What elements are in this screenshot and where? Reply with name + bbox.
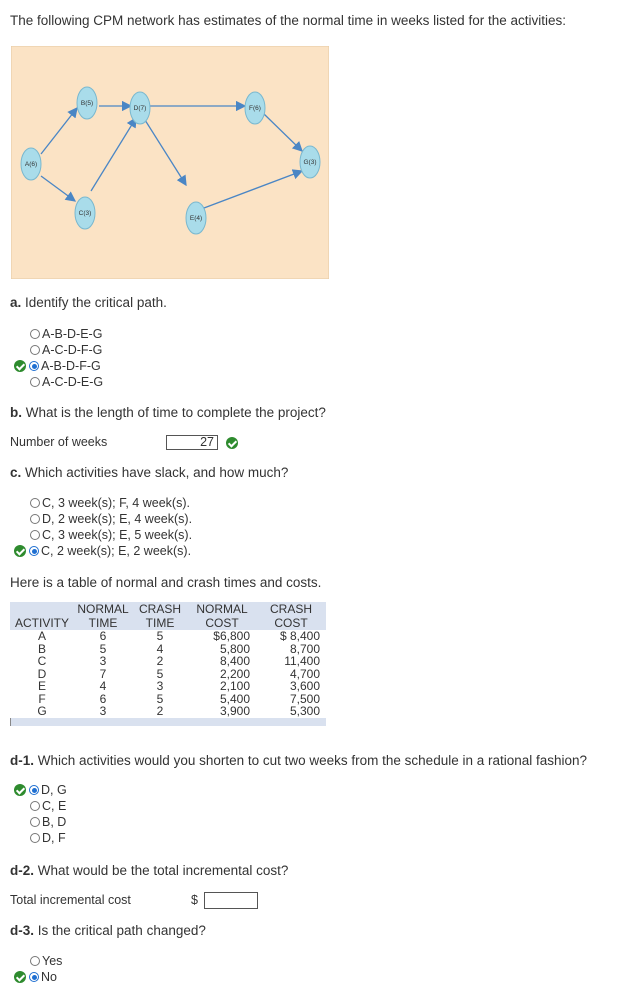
option-c-1[interactable]: D, 2 week(s); E, 4 week(s). xyxy=(14,511,192,527)
radio-button[interactable] xyxy=(30,817,40,827)
total-cost-input[interactable] xyxy=(204,892,258,909)
option-d3-no[interactable]: No xyxy=(14,969,62,985)
option-a-0[interactable]: A-B-D-E-G xyxy=(14,326,103,342)
radio-button[interactable] xyxy=(30,329,40,339)
table-header: NORMAL xyxy=(77,602,129,616)
option-d1-2[interactable]: B, D xyxy=(14,814,67,830)
table-row: C 3 2 8,400 11,400 xyxy=(37,654,320,668)
table-header: TIME xyxy=(88,616,118,630)
node-d-label: D(7) xyxy=(133,105,147,112)
radio-button[interactable] xyxy=(30,345,40,355)
radio-button[interactable] xyxy=(30,530,40,540)
question-d3-title: d-3. Is the critical path changed? xyxy=(10,923,206,938)
table-header: ACTIVITY xyxy=(14,616,69,630)
table-intro: Here is a table of normal and crash times and costs. xyxy=(10,575,322,590)
radio-button-selected[interactable] xyxy=(29,785,39,795)
table-header: COST xyxy=(205,616,239,630)
intro-text: The following CPM network has estimates of the normal time in weeks listed for the activities: xyxy=(10,13,566,28)
currency-symbol: $ xyxy=(191,893,198,907)
table-header: NORMAL xyxy=(196,602,248,616)
node-e-label: E(4) xyxy=(189,215,203,222)
radio-button-selected[interactable] xyxy=(29,972,39,982)
option-a-3[interactable]: A-C-D-E-G xyxy=(14,374,103,390)
table-footer-bar xyxy=(10,718,326,726)
table-header xyxy=(10,602,74,616)
correct-check-icon xyxy=(14,784,26,796)
table-header: CRASH xyxy=(269,602,312,616)
node-f-label: F(6) xyxy=(249,105,261,112)
table-row: A 6 5 $6,800 $ 8,400 xyxy=(37,629,320,643)
question-a-options xyxy=(14,326,103,390)
option-c-2[interactable]: C, 3 week(s); E, 5 week(s). xyxy=(14,527,192,543)
radio-button[interactable] xyxy=(30,833,40,843)
node-a-label: A(6) xyxy=(24,161,38,168)
table-row: F 6 5 5,400 7,500 xyxy=(38,691,320,706)
radio-button[interactable] xyxy=(30,801,40,811)
crash-table xyxy=(10,602,326,726)
option-d1-3[interactable]: D, F xyxy=(14,830,67,846)
question-d3-options xyxy=(14,953,62,985)
node-c-label: C(3) xyxy=(78,210,92,217)
question-d2-title: d-2. What would be the total incremental cost? xyxy=(10,863,289,878)
correct-check-icon xyxy=(14,545,26,557)
question-d1-title: d-1. Which activities would you shorten to cut two weeks from the schedule in a rational fashion? xyxy=(10,753,588,768)
radio-button[interactable] xyxy=(30,498,40,508)
node-g-label: G(3) xyxy=(303,159,317,166)
node-b-label: B(5) xyxy=(80,100,94,107)
question-a-title: a. Identify the critical path. xyxy=(10,295,167,310)
correct-check-icon xyxy=(226,437,238,449)
option-d1-1[interactable]: C, E xyxy=(14,798,67,814)
option-a-2[interactable]: A-B-D-F-G xyxy=(14,358,103,374)
table-row: D 7 5 2,200 4,700 xyxy=(37,666,320,681)
table-header-row-2 xyxy=(10,616,326,630)
table-header: TIME xyxy=(145,616,175,630)
radio-button[interactable] xyxy=(30,956,40,966)
question-d1-options xyxy=(14,782,67,846)
option-d1-0[interactable]: D, G xyxy=(14,782,67,798)
radio-button[interactable] xyxy=(30,514,40,524)
radio-button[interactable] xyxy=(30,377,40,387)
weeks-label: Number of weeks xyxy=(10,435,108,449)
table-row: E 4 3 2,100 3,600 xyxy=(37,679,320,693)
question-c-options xyxy=(14,495,192,559)
weeks-input[interactable]: 27 xyxy=(166,435,218,450)
table-row: G 3 2 3,900 5,300 xyxy=(37,704,320,718)
option-c-0[interactable]: C, 3 week(s); F, 4 week(s). xyxy=(14,495,192,511)
correct-check-icon xyxy=(14,360,26,372)
radio-button-selected[interactable] xyxy=(29,546,39,556)
cpm-network-diagram xyxy=(11,46,329,279)
question-c-title: c. Which activities have slack, and how much? xyxy=(10,465,289,480)
total-cost-label: Total incremental cost xyxy=(10,893,131,907)
correct-check-icon xyxy=(14,971,26,983)
table-header-row-1 xyxy=(10,602,326,616)
table-header: COST xyxy=(274,616,308,630)
option-a-1[interactable]: A-C-D-F-G xyxy=(14,342,103,358)
option-c-3[interactable]: C, 2 week(s); E, 2 week(s). xyxy=(14,543,192,559)
table-header: CRASH xyxy=(138,602,181,616)
radio-button-selected[interactable] xyxy=(29,361,39,371)
table-row: B 5 4 5,800 8,700 xyxy=(37,641,320,656)
option-d3-yes[interactable]: Yes xyxy=(14,953,62,969)
question-b-title: b. What is the length of time to complete the project? xyxy=(10,405,326,420)
